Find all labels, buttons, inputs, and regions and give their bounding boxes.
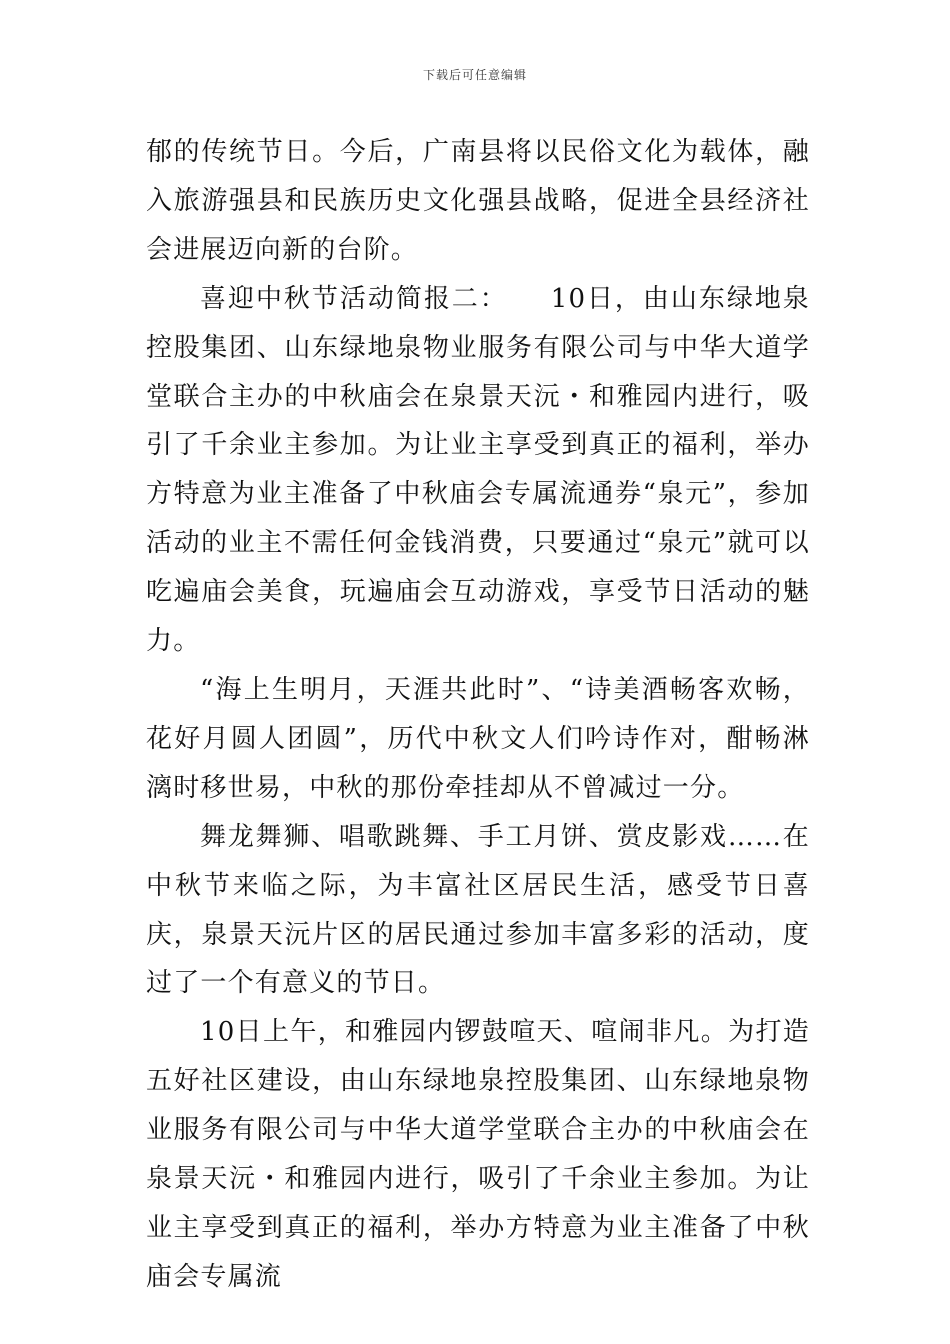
paragraph-activities: 舞龙舞狮、唱歌跳舞、手工月饼、赏皮影戏……在中秋节来临之际，为丰富社区居民生活，感受节日喜庆，泉景天沅片区的居民通过参加丰富多彩的活动，度过了一个有意义的节日。 xyxy=(146,821,810,999)
document-body xyxy=(146,128,810,1302)
paragraph-continuation: 郁的传统节日。今后，广南县将以民俗文化为载体，融入旅游强县和民族历史文化强县战略，促进全县经济社会进展迈向新的台阶。 xyxy=(146,137,810,265)
paragraph-poem-quote: “海上生明月，天涯共此时”、“诗美酒畅客欢畅，花好月圆人团圆”，历代中秋文人们吟诗作对，酣畅淋漓时移世易，中秋的那份牵挂却从不曾减过一分。 xyxy=(146,674,810,803)
page-header: 下载后可任意编辑 xyxy=(422,68,527,82)
paragraph-briefing-two: 喜迎中秋节活动简报二： 10日，由山东绿地泉控股集团、山东绿地泉物业服务有限公司与中华大道学堂联合主办的中秋庙会在泉景天沅・和雅园内进行，吸引了千余业主参加。为让业主享受到真正的福利，举办方特意为业主准备了中秋庙会专属流通券“泉元”，参加活动的业主不需任何金钱消费，只要通过“泉元”就可以吃遍庙会美食，玩遍庙会互动游戏，享受节日活动的魅力。 xyxy=(146,283,810,657)
paragraph-morning-event: 10日上午，和雅园内锣鼓喧天、喧闹非凡。为打造五好社区建设，由山东绿地泉控股集团、山东绿地泉物业服务有限公司与中华大道学堂联合主办的中秋庙会在泉景天沅・和雅园内进行，吸引了千余业主参加。为让业主享受到真正的福利，举办方特意为业主准备了中秋庙会专属流 xyxy=(146,1017,810,1292)
